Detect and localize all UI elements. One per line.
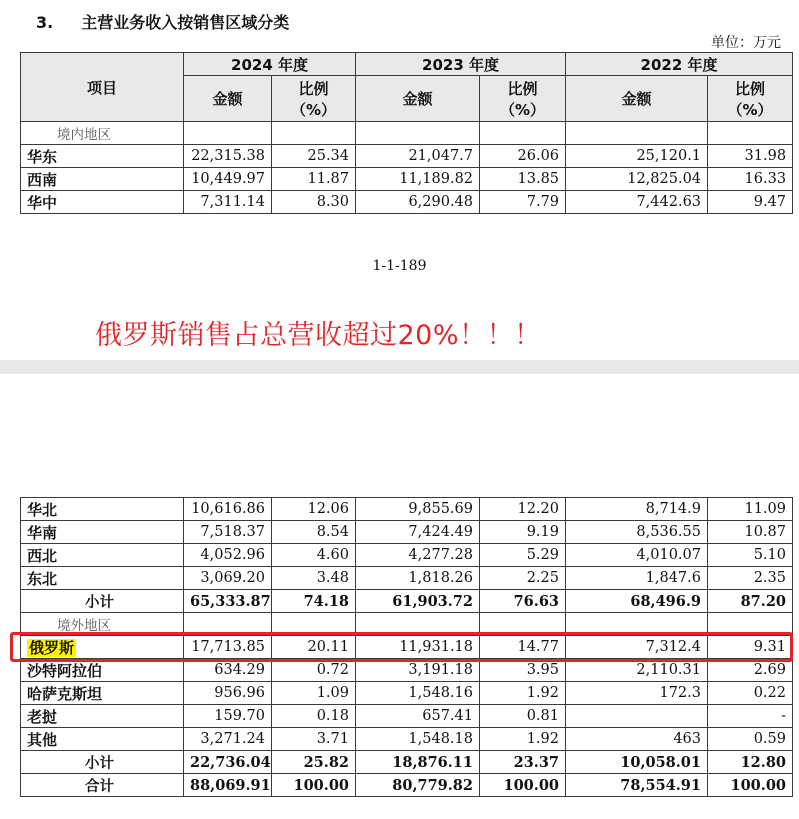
cell-ratio-2024: 0.18 [272, 705, 356, 728]
unit-label: 单位：万元 [711, 35, 781, 51]
cell-ratio-2022: 31.98 [708, 145, 793, 168]
cell-amount-2022: 25,120.1 [566, 145, 708, 168]
cell-amount-2023: 1,818.26 [356, 567, 480, 590]
cell-amount-2022: 4,010.07 [566, 544, 708, 567]
section-label-domestic: 境内地区 [21, 122, 184, 145]
cell-ratio-2023: 76.63 [480, 590, 566, 613]
highlight-box-russia [10, 632, 793, 662]
cell-amount-2024: 22,736.04 [184, 751, 272, 774]
cell-ratio-2023: 3.95 [480, 659, 566, 682]
cell-amount-2022: 172.3 [566, 682, 708, 705]
table-body-subtotal-overseas [21, 751, 793, 774]
cell-ratio-2022: 2.35 [708, 567, 793, 590]
header-ratio: 比例 （%） [708, 76, 793, 122]
cell-ratio-2024: 12.06 [272, 498, 356, 521]
cell-ratio-2024: 1.09 [272, 682, 356, 705]
cell-amount-2024: 22,315.38 [184, 145, 272, 168]
cell-ratio-2024: 74.18 [272, 590, 356, 613]
table-row [21, 567, 793, 590]
cell-ratio-2022: 9.31 [708, 636, 793, 659]
cell-ratio-2024: 4.60 [272, 544, 356, 567]
cell-amount-2024: 634.29 [184, 659, 272, 682]
cell-ratio-2022: - [708, 705, 793, 728]
table-body-domestic [21, 498, 793, 590]
cell-amount-2022: 463 [566, 728, 708, 751]
header-ratio: 比例 （%） [272, 76, 356, 122]
cell-amount-2024: 3,069.20 [184, 567, 272, 590]
cell-amount-2022: 78,554.91 [566, 774, 708, 797]
cell-ratio-2024: 11.87 [272, 168, 356, 191]
header-year-2022: 2022 年度 [566, 53, 793, 76]
cell-ratio-2022: 16.33 [708, 168, 793, 191]
cell-amount-2024: 3,271.24 [184, 728, 272, 751]
section-label-overseas: 境外地区 [21, 613, 184, 636]
row-label: 小计 [21, 751, 184, 774]
cell-ratio-2023: 7.79 [480, 191, 566, 214]
header-year-2024: 2024 年度 [184, 53, 356, 76]
page-break-divider [0, 360, 799, 374]
cell-ratio-2022: 100.00 [708, 774, 793, 797]
cell-ratio-2022: 5.10 [708, 544, 793, 567]
cell-amount-2023: 80,779.82 [356, 774, 480, 797]
section-title: 主营业务收入按销售区域分类 [81, 13, 290, 32]
cell-ratio-2023: 5.29 [480, 544, 566, 567]
table-row [21, 544, 793, 567]
cell-amount-2023: 1,548.18 [356, 728, 480, 751]
cell-amount-2024: 10,449.97 [184, 168, 272, 191]
cell-amount-2023: 657.41 [356, 705, 480, 728]
table-row [21, 774, 793, 797]
header-amount: 金额 [184, 76, 272, 122]
cell-amount-2024: 17,713.85 [184, 636, 272, 659]
row-label: 华中 [21, 191, 184, 214]
cell-amount-2023: 9,855.69 [356, 498, 480, 521]
table-row [21, 590, 793, 613]
row-label: 西南 [21, 168, 184, 191]
cell-ratio-2024: 3.71 [272, 728, 356, 751]
row-label: 东北 [21, 567, 184, 590]
table-row [21, 168, 793, 191]
red-annotation: 俄罗斯销售占总营收超过20%！！！ [95, 320, 542, 351]
cell-amount-2024: 159.70 [184, 705, 272, 728]
cell-amount-2023: 21,047.7 [356, 145, 480, 168]
page-number: 1-1-189 [372, 258, 427, 274]
cell-amount-2024: 88,069.91 [184, 774, 272, 797]
row-label: 老挝 [21, 705, 184, 728]
cell-amount-2022: 7,312.4 [566, 636, 708, 659]
row-label: 华南 [21, 521, 184, 544]
cell-ratio-2023: 23.37 [480, 751, 566, 774]
cell-amount-2022: 8,714.9 [566, 498, 708, 521]
table-row [21, 521, 793, 544]
row-label: 哈萨克斯坦 [21, 682, 184, 705]
cell-amount-2023: 11,189.82 [356, 168, 480, 191]
cell-ratio-2022: 11.09 [708, 498, 793, 521]
table-row [21, 191, 793, 214]
row-label: 西北 [21, 544, 184, 567]
table-body-total [21, 774, 793, 797]
cell-amount-2023: 11,931.18 [356, 636, 480, 659]
cell-amount-2022 [566, 705, 708, 728]
cell-ratio-2022: 10.87 [708, 521, 793, 544]
cell-ratio-2023: 100.00 [480, 774, 566, 797]
cell-ratio-2024: 100.00 [272, 774, 356, 797]
cell-ratio-2024: 25.34 [272, 145, 356, 168]
cell-amount-2023: 6,290.48 [356, 191, 480, 214]
table-row [21, 682, 793, 705]
cell-ratio-2023: 13.85 [480, 168, 566, 191]
table-row [21, 728, 793, 751]
cell-ratio-2022: 2.69 [708, 659, 793, 682]
cell-amount-2024: 7,311.14 [184, 191, 272, 214]
section-row-domestic [21, 122, 793, 145]
cell-amount-2023: 4,277.28 [356, 544, 480, 567]
row-label: 华北 [21, 498, 184, 521]
cell-ratio-2023: 2.25 [480, 567, 566, 590]
cell-amount-2022: 68,496.9 [566, 590, 708, 613]
cell-ratio-2022: 0.22 [708, 682, 793, 705]
table-row [21, 705, 793, 728]
cell-ratio-2024: 3.48 [272, 567, 356, 590]
row-label: 沙特阿拉伯 [21, 659, 184, 682]
cell-amount-2023: 61,903.72 [356, 590, 480, 613]
cell-amount-2022: 12,825.04 [566, 168, 708, 191]
cell-ratio-2024: 25.82 [272, 751, 356, 774]
row-label: 其他 [21, 728, 184, 751]
cell-ratio-2022: 0.59 [708, 728, 793, 751]
header-row-years [21, 53, 793, 76]
cell-amount-2022: 2,110.31 [566, 659, 708, 682]
header-amount: 金额 [566, 76, 708, 122]
cell-amount-2023: 1,548.16 [356, 682, 480, 705]
cell-ratio-2024: 20.11 [272, 636, 356, 659]
cell-ratio-2022: 12.80 [708, 751, 793, 774]
cell-amount-2024: 65,333.87 [184, 590, 272, 613]
cell-ratio-2023: 0.81 [480, 705, 566, 728]
cell-ratio-2022: 87.20 [708, 590, 793, 613]
cell-amount-2022: 8,536.55 [566, 521, 708, 544]
cell-ratio-2023: 1.92 [480, 682, 566, 705]
row-label: 合计 [21, 774, 184, 797]
cell-ratio-2023: 12.20 [480, 498, 566, 521]
row-label: 小计 [21, 590, 184, 613]
cell-ratio-2024: 8.54 [272, 521, 356, 544]
highlighted-label: 俄罗斯 [29, 638, 75, 657]
section-heading [36, 10, 289, 33]
cell-ratio-2024: 8.30 [272, 191, 356, 214]
cell-amount-2022: 7,442.63 [566, 191, 708, 214]
cell-ratio-2023: 9.19 [480, 521, 566, 544]
cell-amount-2023: 3,191.18 [356, 659, 480, 682]
cell-amount-2024: 4,052.96 [184, 544, 272, 567]
cell-ratio-2022: 9.47 [708, 191, 793, 214]
section-number: 3. [36, 13, 54, 32]
region-revenue-table-top [20, 52, 793, 214]
header-amount: 金额 [356, 76, 480, 122]
header-item: 项目 [21, 53, 184, 122]
header-ratio: 比例 （%） [480, 76, 566, 122]
table-row [21, 145, 793, 168]
table-row [21, 498, 793, 521]
cell-amount-2024: 956.96 [184, 682, 272, 705]
cell-amount-2023: 7,424.49 [356, 521, 480, 544]
cell-amount-2022: 10,058.01 [566, 751, 708, 774]
table-body-subtotal-domestic [21, 590, 793, 613]
cell-ratio-2023: 1.92 [480, 728, 566, 751]
cell-amount-2024: 10,616.86 [184, 498, 272, 521]
cell-ratio-2024: 0.72 [272, 659, 356, 682]
cell-amount-2023: 18,876.11 [356, 751, 480, 774]
cell-ratio-2023: 26.06 [480, 145, 566, 168]
table-row [21, 751, 793, 774]
header-year-2023: 2023 年度 [356, 53, 566, 76]
cell-ratio-2023: 14.77 [480, 636, 566, 659]
row-label: 华东 [21, 145, 184, 168]
table-body-top [21, 145, 793, 214]
cell-amount-2024: 7,518.37 [184, 521, 272, 544]
cell-amount-2022: 1,847.6 [566, 567, 708, 590]
